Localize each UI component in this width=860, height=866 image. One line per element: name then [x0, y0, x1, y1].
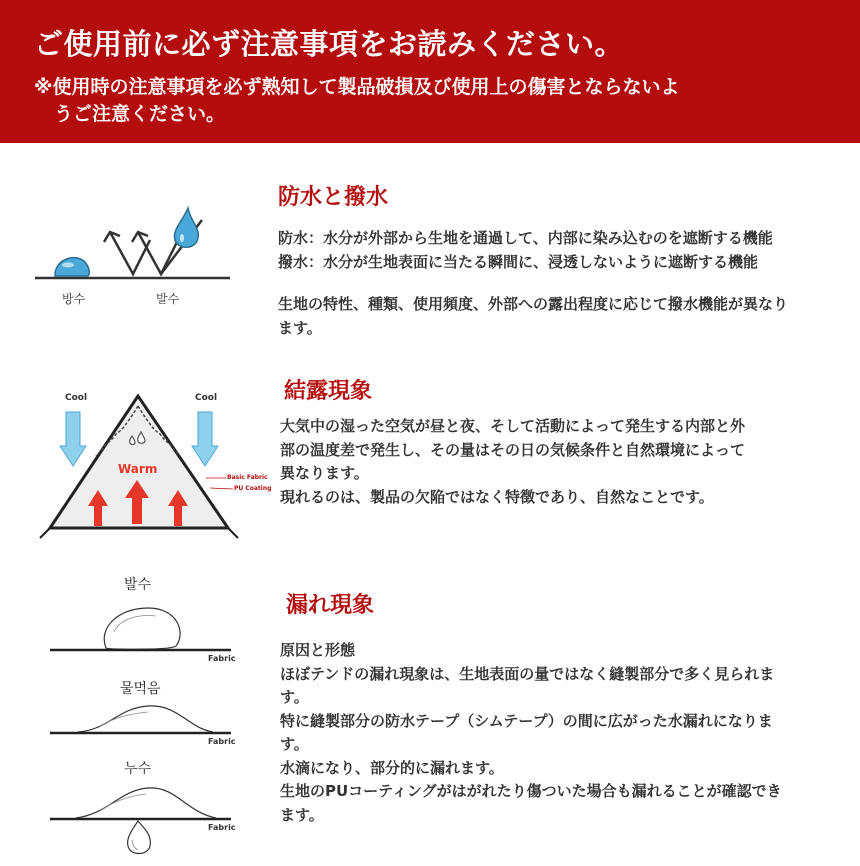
text-line: 現れるのは、製品の欠陥ではなく特徴であり、自然なことです。 — [280, 487, 714, 506]
header-banner — [0, 0, 860, 143]
waterproof-label: 방수 — [62, 292, 86, 306]
text-line: 撥水：水分が生地表面に当たる瞬間に、浸透しないように遮断する機能 — [278, 252, 759, 271]
text-line: 生地のPUコーティングがはがれたり傷ついた場合も漏れることが確認でき — [280, 782, 782, 800]
fabric-label: Fabric — [208, 654, 236, 663]
section-title-leakage: 漏れ現象 — [286, 593, 375, 618]
water-drop-icon — [174, 208, 198, 247]
cool-arrow-icon — [60, 412, 86, 466]
page-title: ご使用前に必ず注意事項をお読みください。 — [34, 27, 625, 61]
text-line: ます。 — [278, 318, 322, 337]
bounce-arrow-icon — [110, 232, 150, 274]
caution-note-line-1: ※使用時の注意事項を必ず熟知して製品破損及び使用上の傷害とならないよ — [34, 76, 680, 98]
stage-label-leak: 누수 — [124, 761, 152, 777]
leakage-illustration — [48, 568, 238, 858]
caution-note-line-2: うご注意ください。 — [54, 103, 226, 125]
stage-label-absorbed: 물먹음 — [120, 681, 161, 697]
text-line: 水滴になり、部分的に漏れます。 — [280, 758, 504, 777]
stage-label-repellent: 발수 — [124, 577, 152, 593]
text-line: 防水：水分が外部から生地を通過して、内部に染み込むのを遮断する機能 — [278, 229, 773, 247]
section-title-condensation: 結露現象 — [284, 379, 373, 404]
waterproof-illustration — [30, 200, 240, 310]
caution-note — [34, 74, 834, 128]
section-body-leakage — [280, 639, 782, 827]
text-line: ます。 — [280, 805, 324, 824]
fabric-label: Fabric — [208, 737, 236, 746]
text-line: ほぼテンドの漏れ現象は、生地表面の量ではなく縫製部分で多く見られま — [280, 664, 775, 683]
text-line: 原因と形態 — [280, 641, 356, 659]
fabric-label: Fabric — [208, 823, 236, 832]
text-line: す。 — [280, 735, 309, 753]
text-line: す。 — [280, 688, 309, 706]
section-body-condensation — [280, 415, 745, 509]
basic-fabric-label: Basic Fabric — [227, 474, 268, 481]
warm-label: Warm — [118, 462, 158, 476]
text-line: 大気中の湿った空気が昼と夜、そして活動によって発生する内部と外 — [280, 417, 746, 435]
text-line: 異なります。 — [280, 464, 369, 482]
cool-label-right: Cool — [195, 393, 218, 403]
section-title-waterproof: 防水と撥水 — [278, 185, 389, 210]
cool-label-left: Cool — [65, 393, 88, 403]
text-line: 部の温度差で発生し、その量はその日の気候条件と自然環境によって — [280, 440, 746, 459]
text-line: 生地の特性、種類、使用頻度、外部への露出程度に応じて撥水機能が異なり — [278, 295, 789, 313]
water-repellent-label: 발수 — [156, 292, 180, 306]
leak-drop-icon — [128, 821, 151, 854]
cool-arrow-icon — [192, 412, 218, 466]
section-body-waterproof — [278, 227, 788, 340]
pu-coating-label: PU Coating — [234, 485, 272, 492]
condensation-illustration — [28, 390, 273, 540]
text-line: 特に縫製部分の防水テープ（シムテープ）の間に広がった水漏れになりま — [280, 711, 773, 730]
